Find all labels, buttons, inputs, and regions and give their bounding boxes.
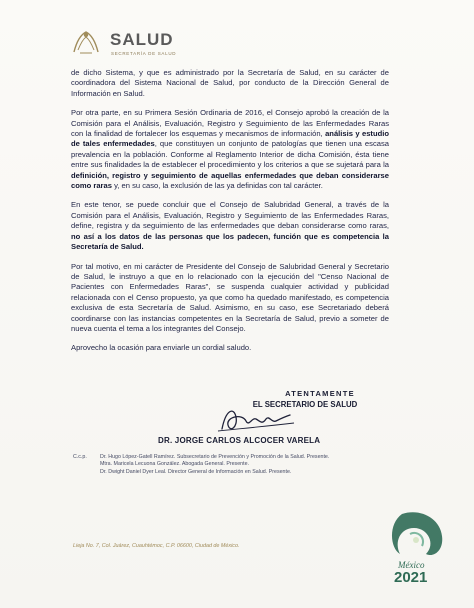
handwritten-signature bbox=[216, 403, 296, 437]
footer-address: Lieja No. 7, Col. Juárez, Cuauhtémoc, C.P. 06600, Ciudad de México. bbox=[73, 543, 240, 549]
bold-text-run: definición, registro y seguimiento de aquellas enfermedades que deban considerarse como raras bbox=[71, 170, 389, 191]
letter-paragraph bbox=[71, 262, 389, 335]
letter-paragraph bbox=[71, 68, 389, 99]
letter-paragraph bbox=[71, 108, 389, 191]
text-run: , que constituyen un conjunto de patologías que tienen una escasa prevalencia en la población. Conforme al Reglamento Interior de dicha Comisión, ésta tiene entre sus finalidades la de establecer el procedimiento y los criterios a que se sujetará para la bbox=[71, 139, 389, 170]
ccp-line: Dr. Dwight Daniel Dyer Leal. Director General de Información en Salud. Presente. bbox=[100, 468, 292, 475]
text-run: Aprovecho la ocasión para enviarle un cordial saludo. bbox=[71, 343, 252, 353]
letterhead bbox=[70, 24, 270, 64]
closing-atentamente: ATENTAMENTE bbox=[285, 389, 355, 398]
ccp-label: C.c.p. bbox=[73, 454, 87, 460]
mexico-2021-seal-icon bbox=[380, 508, 450, 588]
text-run: Por otra parte, en su Primera Sesión Ordinaria de 2016, el Consejo aprobó la creación de la Comisión para el Análisis, Evaluación, Registro y Seguimiento de las Enfermedades Raras con la finalidad de fortalecer los esquemas y mecanismos de información, bbox=[71, 108, 389, 139]
seal-word: México bbox=[398, 560, 425, 570]
seal-year: 2021 bbox=[394, 569, 428, 586]
signer-name: DR. JORGE CARLOS ALCOCER VARELA bbox=[158, 436, 321, 445]
bold-text-run: análisis y estudio de tales enfermedades bbox=[71, 129, 389, 149]
eagle-emblem-icon bbox=[70, 26, 102, 56]
brand-name: SALUD bbox=[110, 30, 174, 49]
letter-paragraph bbox=[71, 343, 389, 353]
text-run: y, en su caso, la exclusión de las ya definidas con tal carácter. bbox=[111, 181, 323, 191]
bold-text-run: no así a los datos de las personas que los padecen, función que es competencia la Secretaría de Salud. bbox=[71, 231, 389, 252]
brand-subtitle: SECRETARÍA DE SALUD bbox=[111, 51, 177, 56]
closing-secretary-title: EL SECRETARIO DE SALUD bbox=[252, 400, 358, 409]
letter-body bbox=[71, 68, 389, 363]
text-run: de dicho Sistema, y que es administrado por la Secretaría de Salud, en su carácter de coordinadora del Sistema Nacional de Salud, por conducto de la Dirección General de Información en Salud. bbox=[71, 68, 389, 98]
text-run: En este tenor, se puede concluir que el Consejo de Salubridad General, a través de la Comisión para el Análisis, Evaluación, Registro y Seguimiento de las Enfermedades Raras, define, registra y da seguimiento de las enfermedades que deban considerarse como raras, bbox=[71, 200, 389, 231]
letter-paragraph bbox=[71, 200, 389, 252]
ccp-line: Dr. Hugo López-Gatell Ramírez. Subsecretario de Prevención y Promoción de la Salud. Presente. bbox=[100, 454, 330, 460]
text-run: Por tal motivo, en mi carácter de Presidente del Consejo de Salubridad General y Secretario de Salud, le instruyo a que en lo relacionado con la ejecución del "Censo Nacional de Pacientes con Enfermedades Raras", se suspenda cualquier actividad y publicidad relacionada con el Censo propuesto, ya que como ha quedado manifestado, es competencia exclusiva de esta Secretaría de Salud. Asimismo, en su caso, ese Secretariado deberá coordinarse con las instancias competentes en la Secretaría de Salud, previo a someter de nueva cuenta el tema a los integrantes del Consejo. bbox=[71, 261, 389, 333]
ccp-line: Mtra. Maricela Lecuona González. Abogada General. Presente. bbox=[100, 461, 249, 468]
